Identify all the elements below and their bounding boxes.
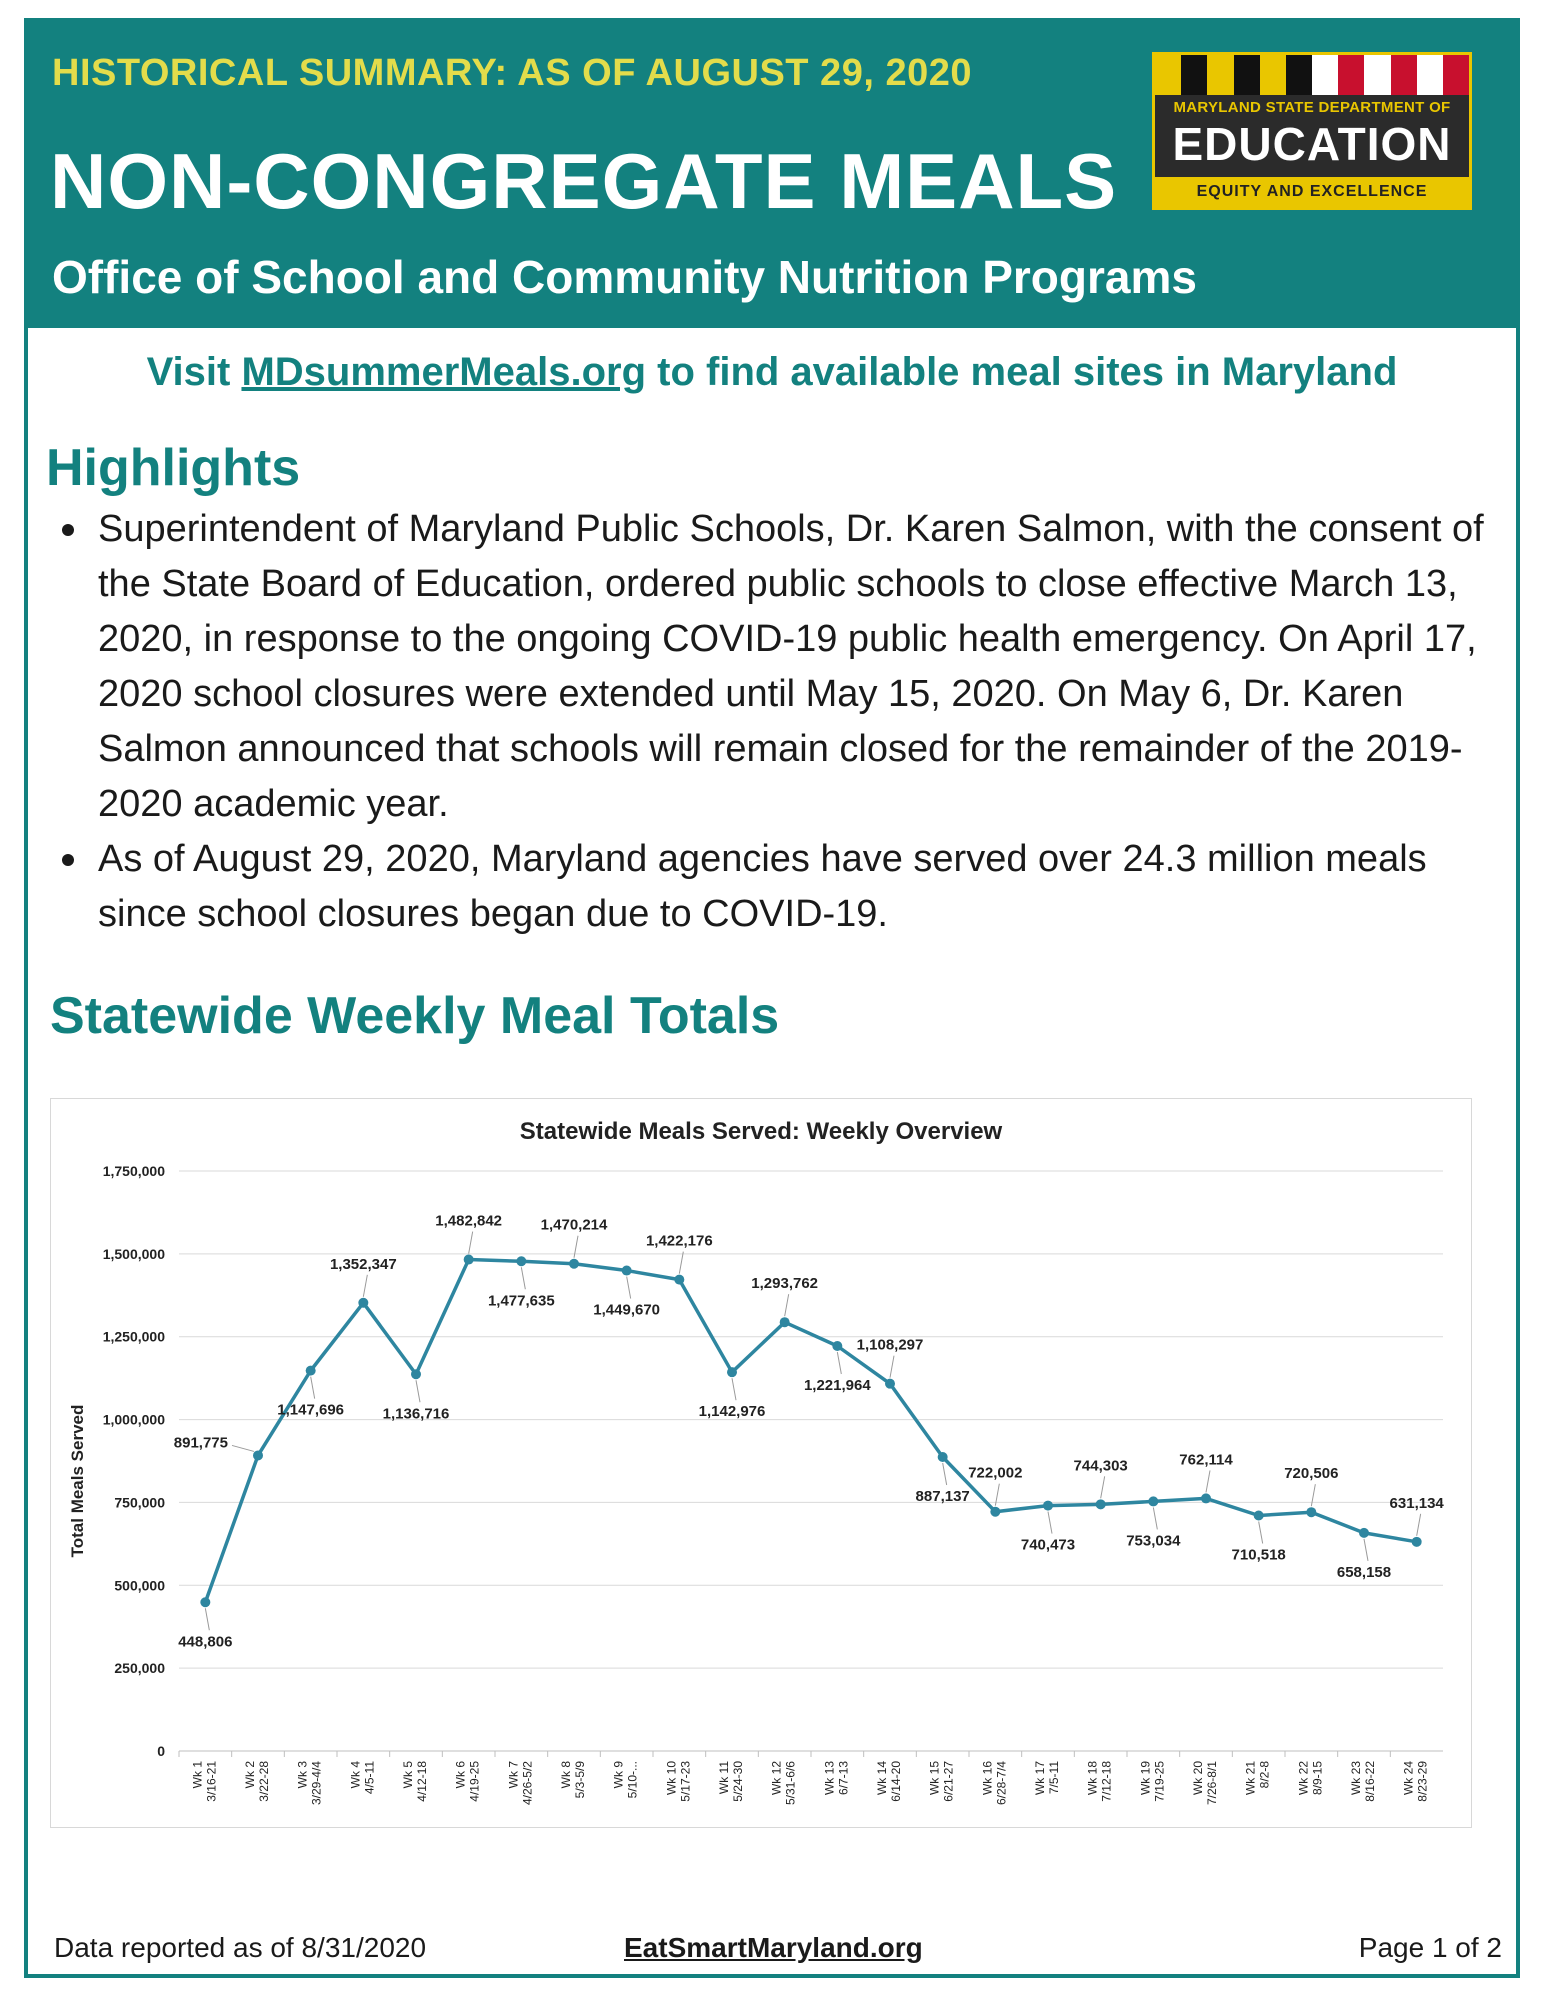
y-axis-label: Total Meals Served <box>68 1404 87 1558</box>
data-point <box>411 1369 421 1379</box>
x-tick-label-dates: 5/10-... <box>625 1761 640 1799</box>
data-label-leader <box>232 1445 254 1451</box>
data-label-leader <box>416 1380 420 1402</box>
x-tick-label-week: Wk 5 <box>401 1761 415 1789</box>
visit-suffix: to find available meal sites in Maryland <box>646 350 1398 394</box>
y-tick-label: 1,000,000 <box>102 1411 165 1428</box>
x-tick-label-dates: 6/28-7/4 <box>994 1761 1009 1806</box>
data-point <box>1306 1507 1316 1517</box>
x-tick-label-dates: 5/17-23 <box>678 1761 693 1802</box>
data-label: 1,136,716 <box>382 1405 450 1423</box>
x-tick-label-week: Wk 8 <box>559 1761 573 1789</box>
eatsmartmaryland-link[interactable]: EatSmartMaryland.org <box>624 1932 923 1963</box>
y-tick-label: 1,750,000 <box>102 1163 165 1179</box>
x-tick-label-week: Wk 18 <box>1085 1761 1100 1796</box>
data-label: 1,449,670 <box>593 1301 661 1319</box>
data-label: 891,775 <box>173 1434 228 1452</box>
visit-banner <box>24 350 1520 395</box>
x-tick-label-dates: 4/19-25 <box>467 1761 482 1802</box>
data-label-leader <box>469 1232 473 1254</box>
x-tick-label-week: Wk 22 <box>1296 1761 1311 1796</box>
data-label: 1,147,696 <box>277 1401 345 1419</box>
logo-tagline: EQUITY AND EXCELLENCE <box>1155 177 1469 207</box>
x-tick-label-week: Wk 10 <box>664 1761 679 1796</box>
highlight-item-closure: Superintendent of Maryland Public Schools, Dr. Karen Salmon, with the consent of the State Board of Education, ordered public schools to close effective March 13, 2020, in response to the ongoing COVID-19 public health emergency. On April 17, 2020 school closures were extended until May 15, 2020. On May 6, Dr. Karen Salmon announced that schools will remain closed for the remainder of the 2019-2020 academic year. <box>56 502 1486 832</box>
x-tick-label-week: Wk 7 <box>506 1761 521 1789</box>
mdsummermeals-link[interactable]: MDsummerMeals.org <box>241 350 647 394</box>
data-point <box>464 1255 474 1265</box>
data-label: 710,518 <box>1231 1546 1286 1564</box>
data-point <box>832 1341 842 1351</box>
weekly-meals-chart <box>50 1098 1472 1828</box>
data-label: 1,470,214 <box>540 1216 608 1234</box>
data-label: 744,303 <box>1073 1457 1128 1475</box>
data-point <box>516 1256 526 1266</box>
data-point <box>990 1507 1000 1517</box>
highlights-heading: Highlights <box>46 439 301 497</box>
data-point <box>674 1275 684 1285</box>
chart-svg <box>51 1099 1471 1827</box>
data-label: 1,221,964 <box>803 1377 871 1395</box>
x-tick-label-dates: 4/5-11 <box>362 1761 377 1795</box>
x-tick-label-dates: 3/16-21 <box>204 1761 219 1802</box>
x-tick-label-dates: 8/2-8 <box>1257 1761 1272 1789</box>
chart-title: Statewide Meals Served: Weekly Overview <box>519 1118 1003 1145</box>
data-label: 1,352,347 <box>329 1255 397 1273</box>
data-label-leader <box>1153 1507 1157 1529</box>
data-label-leader <box>574 1236 578 1258</box>
data-point <box>780 1317 790 1327</box>
y-tick-label: 500,000 <box>114 1577 165 1594</box>
x-tick-label-dates: 8/9-15 <box>1310 1761 1325 1796</box>
data-point <box>938 1452 948 1462</box>
data-label-leader <box>732 1378 736 1400</box>
data-label-leader <box>521 1267 525 1289</box>
y-tick-label: 1,500,000 <box>102 1245 165 1262</box>
x-tick-label-week: Wk 11 <box>717 1761 731 1795</box>
x-tick-label-dates: 5/24-30 <box>731 1761 745 1802</box>
x-tick-label-week: Wk 4 <box>348 1761 363 1789</box>
data-point <box>1096 1499 1106 1509</box>
data-point <box>885 1379 895 1389</box>
data-label: 722,002 <box>968 1464 1023 1482</box>
x-tick-label-week: Wk 24 <box>1401 1761 1416 1796</box>
data-label-leader <box>627 1277 631 1299</box>
data-point <box>1412 1537 1422 1547</box>
x-tick-label-week: Wk 19 <box>1138 1761 1153 1796</box>
x-tick-label-dates: 7/19-25 <box>1152 1761 1167 1802</box>
data-label: 1,482,842 <box>435 1212 503 1230</box>
data-label-leader <box>1364 1539 1368 1561</box>
data-label: 1,142,976 <box>698 1403 766 1421</box>
data-label: 1,293,762 <box>751 1275 819 1293</box>
x-tick-label-week: Wk 6 <box>453 1761 468 1789</box>
x-tick-label-dates: 8/16-22 <box>1363 1761 1377 1802</box>
x-tick-label-dates: 7/12-18 <box>1099 1761 1114 1802</box>
x-tick-label-week: Wk 16 <box>980 1761 995 1796</box>
x-tick-label-week: Wk 21 <box>1243 1761 1258 1796</box>
x-tick-label-week: Wk 17 <box>1033 1761 1047 1796</box>
data-label: 658,158 <box>1336 1563 1392 1581</box>
data-label: 887,137 <box>915 1487 970 1505</box>
data-label: 1,422,176 <box>645 1232 713 1250</box>
data-label: 1,477,635 <box>487 1292 555 1310</box>
x-tick-label-week: Wk 15 <box>927 1761 942 1796</box>
data-label-leader <box>785 1294 789 1316</box>
data-label: 720,506 <box>1284 1465 1339 1483</box>
data-label: 762,114 <box>1179 1451 1233 1469</box>
data-label-leader <box>1048 1512 1052 1534</box>
x-tick-label-week: Wk 3 <box>295 1761 310 1789</box>
x-tick-label-dates: 6/14-20 <box>889 1761 903 1802</box>
data-label-leader <box>205 1608 209 1630</box>
x-tick-label-dates: 4/12-18 <box>415 1761 429 1802</box>
x-tick-label-dates: 5/31-6/6 <box>783 1761 798 1806</box>
data-point <box>1254 1511 1264 1521</box>
data-point <box>200 1597 210 1607</box>
logo-education-text: EDUCATION <box>1172 118 1452 170</box>
data-point <box>1043 1501 1053 1511</box>
data-point <box>569 1259 579 1269</box>
x-tick-label-dates: 5/3-5/9 <box>573 1761 587 1799</box>
data-label-leader <box>943 1463 947 1485</box>
data-label-leader <box>363 1275 367 1297</box>
x-tick-label-dates: 4/26-5/2 <box>520 1761 535 1806</box>
footer-data-date: Data reported as of 8/31/2020 <box>54 1932 427 1963</box>
data-label-leader <box>1206 1470 1210 1492</box>
x-tick-label-dates: 7/5-11 <box>1047 1761 1061 1795</box>
y-tick-label: 750,000 <box>114 1494 165 1511</box>
x-tick-label-dates: 7/26-8/1 <box>1205 1761 1219 1806</box>
highlight-item-meals-served: As of August 29, 2020, Maryland agencies have served over 24.3 million meals since school closures began due to COVID-19. <box>56 832 1486 942</box>
data-point <box>358 1298 368 1308</box>
data-point <box>622 1266 632 1276</box>
data-label-leader <box>890 1356 894 1378</box>
x-tick-label-week: Wk 9 <box>611 1761 626 1789</box>
page-title: NON-CONGREGATE MEALS <box>50 137 1118 225</box>
visit-prefix: Visit <box>146 350 242 394</box>
x-tick-label-week: Wk 23 <box>1349 1761 1363 1796</box>
weekly-totals-heading: Statewide Weekly Meal Totals <box>50 987 780 1045</box>
data-label: 753,034 <box>1126 1532 1181 1550</box>
page-number: Page 1 of 2 <box>1358 1932 1502 1963</box>
data-label-leader <box>837 1352 841 1374</box>
highlights-list <box>56 502 1486 942</box>
y-tick-label: 0 <box>157 1743 165 1759</box>
x-tick-label-week: Wk 12 <box>769 1761 784 1796</box>
data-label: 448,806 <box>178 1633 233 1651</box>
office-subtitle: Office of School and Community Nutrition Programs <box>52 251 1197 303</box>
data-point <box>1148 1496 1158 1506</box>
x-tick-label-dates: 6/7-13 <box>836 1761 851 1796</box>
x-tick-label-dates: 6/21-27 <box>941 1761 956 1802</box>
data-label-leader <box>311 1377 315 1399</box>
x-tick-label-week: Wk 14 <box>875 1761 889 1796</box>
data-label: 1,108,297 <box>856 1336 924 1354</box>
data-point <box>306 1366 316 1376</box>
x-tick-label-week: Wk 1 <box>190 1761 205 1789</box>
data-point <box>1359 1528 1369 1538</box>
data-label: 740,473 <box>1020 1536 1076 1554</box>
x-tick-label-week: Wk 13 <box>822 1761 837 1796</box>
data-label-leader <box>1259 1522 1263 1544</box>
y-tick-label: 1,250,000 <box>102 1328 165 1345</box>
x-tick-label-dates: 3/29-4/4 <box>309 1761 324 1806</box>
data-label-leader <box>1417 1514 1421 1536</box>
footer <box>24 1932 1520 1972</box>
historical-summary-kicker: HISTORICAL SUMMARY: AS OF AUGUST 29, 2020 <box>52 52 972 94</box>
y-tick-label: 250,000 <box>114 1660 165 1677</box>
x-tick-label-dates: 3/22-28 <box>257 1761 271 1802</box>
data-point <box>253 1450 263 1460</box>
data-label: 631,134 <box>1389 1494 1444 1512</box>
logo-department-text: MARYLAND STATE DEPARTMENT OF <box>1173 99 1451 116</box>
x-tick-label-dates: 8/23-29 <box>1415 1761 1430 1802</box>
data-label-leader <box>1101 1476 1105 1498</box>
data-point <box>1201 1493 1211 1503</box>
x-tick-label-week: Wk 2 <box>243 1761 257 1789</box>
data-point <box>727 1367 737 1377</box>
data-label-leader <box>679 1252 683 1274</box>
x-tick-label-week: Wk 20 <box>1191 1761 1205 1796</box>
